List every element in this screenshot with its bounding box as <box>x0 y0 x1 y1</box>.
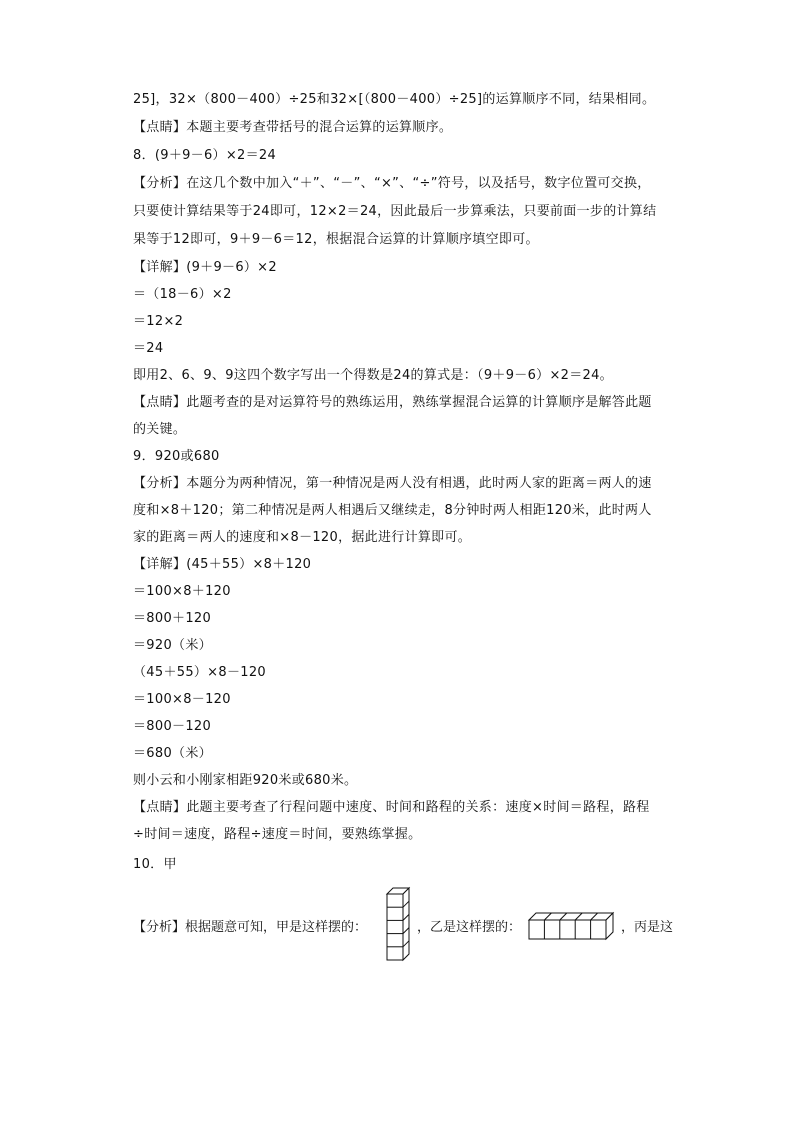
text-line: 9．920或680 <box>133 449 220 464</box>
text-line: 【详解】(45＋55）×8＋120 <box>133 557 312 572</box>
text-line: 则小云和小刚家相距920米或680米。 <box>133 773 358 788</box>
text-line: ＝920（米） <box>133 638 212 653</box>
text-line: 即用2、6、9、9这四个数字写出一个得数是24的算式是：（9＋9－6）×2＝24。 <box>133 368 613 383</box>
figure-line <box>133 888 693 968</box>
text-line: 度和×8＋120；第二种情况是两人相遇后又继续走，8分钟时两人相距120米，此时两人 <box>133 503 652 518</box>
text-line: 8．(9＋9－6）×2＝24 <box>133 148 277 163</box>
text-line: 果等于12即可，9＋9－6＝12，根据混合运算的计算顺序填空即可。 <box>133 232 539 247</box>
text-line: 的关键。 <box>133 422 187 437</box>
text-line: 【点睛】此题主要考查了行程问题中速度、时间和路程的关系：速度×时间＝路程，路程 <box>133 800 650 815</box>
figure-text-part3: ，丙是这 <box>621 920 674 935</box>
text-line: 【详解】(9＋9－6）×2 <box>133 260 277 275</box>
figure-text-part1: 【分析】根据题意可知，甲是这样摆的： <box>133 920 368 935</box>
text-line: ＝680（米） <box>133 746 212 761</box>
text-line: 【分析】本题分为两种情况，第一种情况是两人没有相遇，此时两人家的距离＝两人的速 <box>133 476 652 491</box>
text-line: 25]，32×（800－400）÷25和32×[（800－400）÷25]的运算顺序不同，结果相同。 <box>133 92 656 107</box>
text-line: 【点睛】此题考查的是对运算符号的熟练运用，熟练掌握混合运算的计算顺序是解答此题 <box>133 395 652 410</box>
text-line: ＝100×8＋120 <box>133 584 231 599</box>
vertical-cube-stack <box>383 888 413 970</box>
text-line: ＝（18－6）×2 <box>133 287 232 302</box>
horizontal-cube-row <box>527 912 617 944</box>
text-line: ＝100×8－120 <box>133 692 231 707</box>
figure-text-part2: ，乙是这样摆的： <box>417 920 522 935</box>
text-line: 家的距离＝两人的速度和×8－120，据此进行计算即可。 <box>133 530 472 545</box>
text-line: ÷时间＝速度，路程÷速度＝时间，要熟练掌握。 <box>133 827 422 842</box>
text-line: 10．甲 <box>133 857 177 872</box>
text-line: ＝800＋120 <box>133 611 212 626</box>
text-line: ＝12×2 <box>133 314 184 329</box>
text-line: ＝24 <box>133 341 164 356</box>
text-line: 【点睛】本题主要考查带括号的混合运算的运算顺序。 <box>133 120 453 135</box>
text-line: ＝800－120 <box>133 719 212 734</box>
text-line: （45＋55）×8－120 <box>133 665 266 680</box>
text-line: 【分析】在这几个数中加入“＋”、“－”、“×”、“÷”符号，以及括号，数字位置可交换， <box>133 176 651 191</box>
text-line: 只要使计算结果等于24即可，12×2＝24，因此最后一步算乘法，只要前面一步的计算结 <box>133 204 657 219</box>
